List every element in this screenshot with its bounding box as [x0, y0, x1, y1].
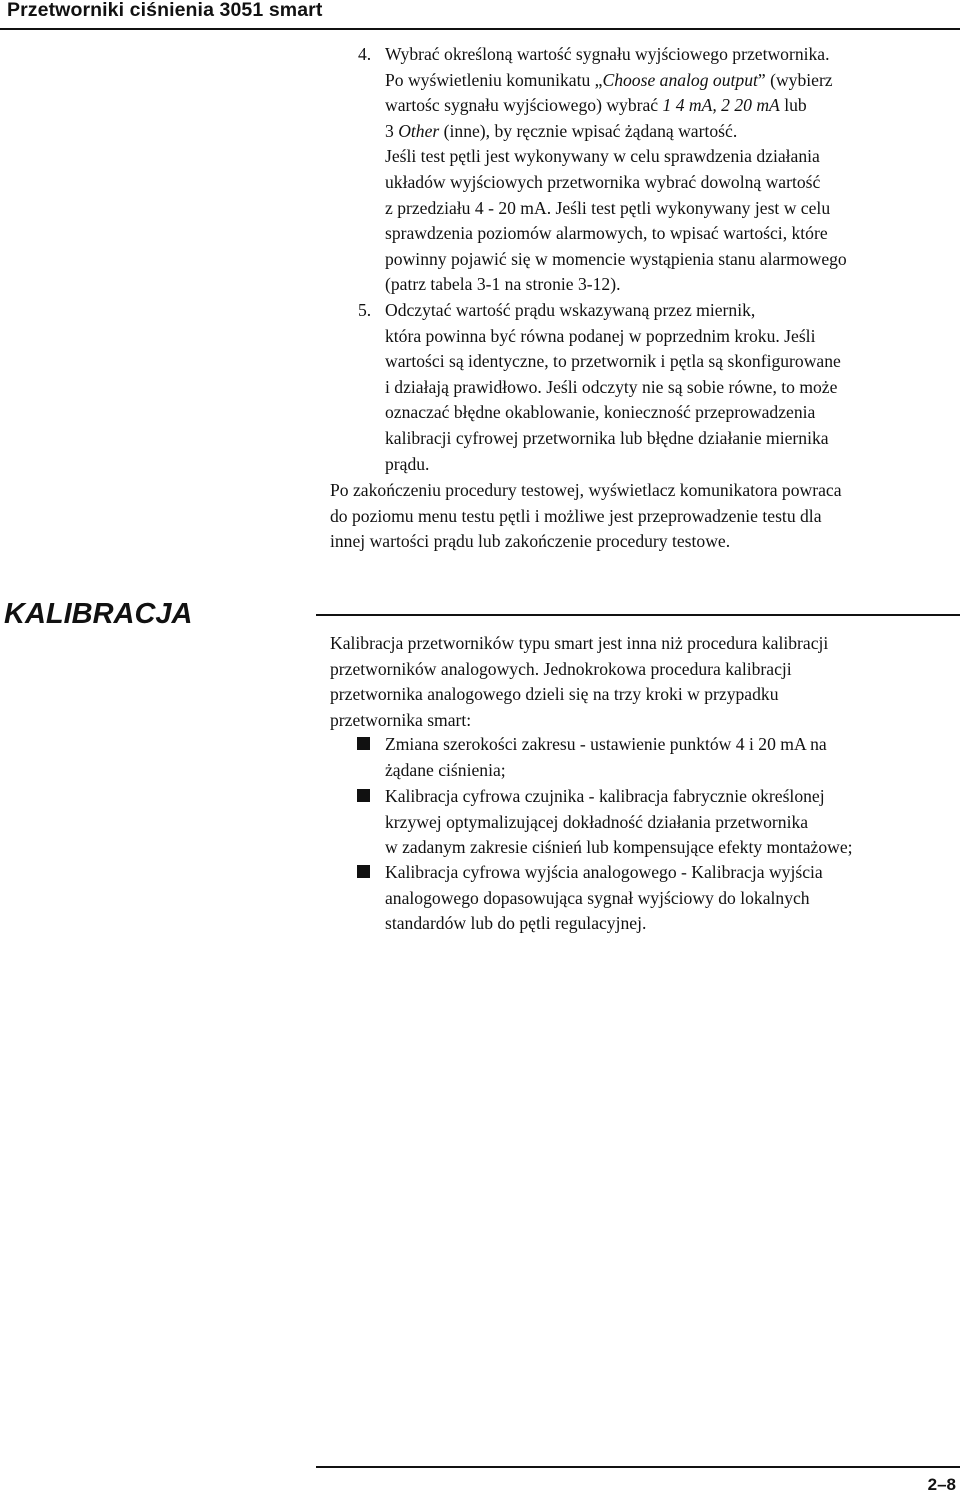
step-5-line: prądu.: [385, 453, 430, 474]
bullet-line: standardów lub do pętli regulacyjnej.: [385, 913, 647, 934]
text-span: 3: [385, 120, 399, 141]
paragraph-line: do poziomu menu testu pętli i możliwe jest przeprowadzenie testu dla: [330, 505, 822, 526]
step-5-line: oznaczać błędne okablowanie, konieczność przeprowadzenia: [385, 402, 816, 423]
bullet-line: Kalibracja cyfrowa wyjścia analogowego - Kalibracja wyjścia: [385, 862, 823, 882]
step-4-line: [385, 93, 847, 119]
step-4-text: [385, 42, 847, 298]
header-divider: [0, 28, 960, 30]
step-5-number: 5.: [358, 300, 372, 320]
bullet-item: [385, 860, 823, 937]
page-number: 2–8: [927, 1475, 956, 1494]
closing-paragraph: [330, 478, 842, 555]
step-5-text: [385, 298, 841, 477]
step-5-line: wartości są identyczne, to przetwornik i pętla są skonfigurowane: [385, 351, 841, 372]
step-4-line: [385, 119, 847, 145]
step-4-line: układów wyjściowych przetwornika wybrać dowolną wartość: [385, 171, 821, 192]
bullet-line: żądane ciśnienia;: [385, 759, 506, 780]
step-5-line: kalibracji cyfrowej przetwornika lub błędne działanie miernika: [385, 427, 829, 448]
step-4-line: Jeśli test pętli jest wykonywany w celu sprawdzenia działania: [385, 146, 820, 167]
step-4-line: z przedziału 4 - 20 mA. Jeśli test pętli wykonywany jest w celu: [385, 197, 831, 218]
bullet-line: krzywej optymalizującej dokładność działania przetwornika: [385, 811, 809, 832]
page-header-title: Przetworniki ciśnienia 3051 smart: [7, 0, 323, 21]
paragraph-line: przetwornika smart:: [330, 709, 472, 730]
paragraph-line: Po zakończeniu procedury testowej, wyświetlacz komunikatora powraca: [330, 480, 842, 500]
text-span: lub: [779, 95, 807, 116]
paragraph-line: przetworników analogowych. Jednokrokowa procedura kalibracji: [330, 658, 792, 679]
bullet-line: Kalibracja cyfrowa czujnika - kalibracja fabrycznie określonej: [385, 786, 825, 806]
square-bullet-icon: [357, 737, 370, 750]
text-span: wartośc sygnału wyjściowego) wybrać: [385, 95, 663, 116]
footer-divider: [316, 1466, 960, 1468]
square-bullet-icon: [357, 865, 370, 878]
step-4-line: Wybrać określoną wartość sygnału wyjściowego przetwornika.: [385, 44, 830, 64]
step-4-line: sprawdzenia poziomów alarmowych, to wpisać wartości, które: [385, 223, 828, 244]
paragraph-line: przetwornika analogowego dzieli się na trzy kroki w przypadku: [330, 684, 779, 705]
step-4-number: 4.: [358, 44, 372, 64]
step-5-line: która powinna być równa podanej w poprzednim kroku. Jeśli: [385, 325, 816, 346]
text-span: Po wyświetleniu komunikatu „: [385, 69, 603, 90]
step-4-line: powinny pojawić się w momencie wystąpienia stanu alarmowego: [385, 248, 847, 269]
paragraph-line: Kalibracja przetworników typu smart jest inna niż procedura kalibracji: [330, 633, 829, 653]
bullet-line: w zadanym zakresie ciśnień lub kompensujące efekty montażowe;: [385, 837, 853, 858]
menu-option-emphasis: 1 4 mA, 2 20 mA: [662, 95, 780, 116]
menu-option-emphasis: Other: [398, 120, 440, 141]
step-5-line: i działają prawidłowo. Jeśli odczyty nie są sobie równe, to może: [385, 376, 838, 397]
bullet-item: [385, 732, 827, 783]
section-divider: [316, 614, 960, 616]
step-5-line: Odczytać wartość prądu wskazywaną przez miernik,: [385, 300, 756, 320]
step-4-line: (patrz tabela 3-1 na stronie 3-12).: [385, 274, 621, 295]
calibration-intro: [330, 631, 828, 733]
paragraph-line: innej wartości prądu lub zakończenie procedury testowe.: [330, 531, 731, 552]
bullet-item: [385, 784, 853, 861]
bullet-line: analogowego dopasowująca sygnał wyjściowy do lokalnych: [385, 887, 810, 908]
text-span: (inne), by ręcznie wpisać żądaną wartość.: [439, 120, 738, 141]
menu-option-emphasis: Choose analog output: [602, 69, 758, 90]
square-bullet-icon: [357, 789, 370, 802]
step-4-line: [385, 68, 847, 94]
text-span: ” (wybierz: [757, 69, 833, 90]
section-heading-kalibracja: KALIBRACJA: [4, 598, 193, 630]
bullet-line: Zmiana szerokości zakresu - ustawienie punktów 4 i 20 mA na: [385, 734, 827, 754]
